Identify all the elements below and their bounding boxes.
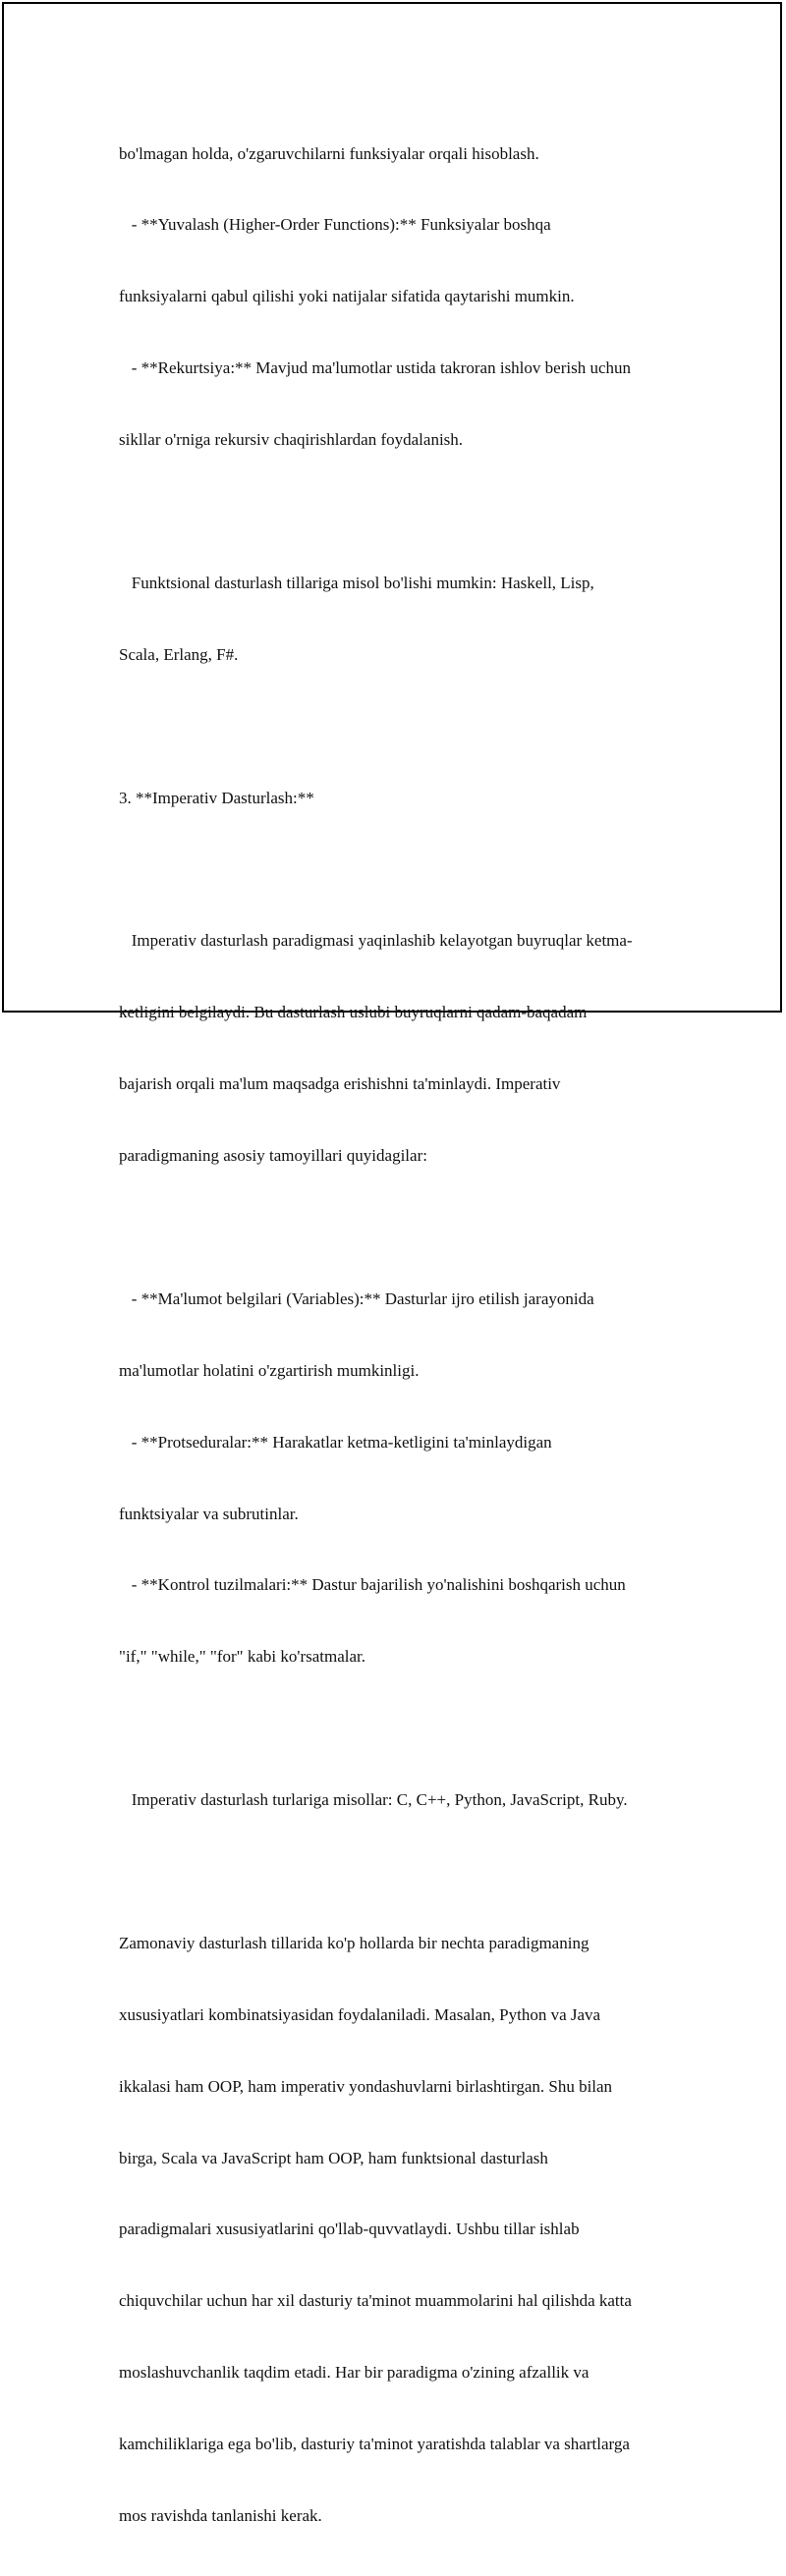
text-line: paradigmalari xususiyatlarini qo'llab-quvvatlaydi. Ushbu tillar ishlab bbox=[119, 2220, 580, 2239]
text-line: moslashuvchanlik taqdim etadi. Har bir paradigma o'zining afzallik va bbox=[119, 2363, 590, 2383]
text-line: - **Kontrol tuzilmalari:** Dastur bajarilish yo'nalishini boshqarish uchun bbox=[119, 1575, 626, 1595]
text-line: paradigmaning asosiy tamoyillari quyidagilar: bbox=[119, 1146, 427, 1166]
text-line: ketligini belgilaydi. Bu dasturlash uslubi buyruqlarni qadam-baqadam bbox=[119, 1003, 588, 1022]
text-line: xususiyatlari kombinatsiyasidan foydalaniladi. Masalan, Python va Java bbox=[119, 2004, 601, 2024]
text-line: kamchiliklariga ega bo'lib, dasturiy ta'minot yaratishda talablar va shartlarga bbox=[119, 2435, 630, 2454]
blank-line bbox=[119, 1717, 708, 1740]
blank-line bbox=[119, 1860, 708, 1884]
text-line: "if," "while," "for" kabi ko'rsatmalar. bbox=[119, 1647, 365, 1667]
text-line: sikllar o'rniga rekursiv chaqirishlardan foydalanish. bbox=[119, 430, 464, 450]
text-line: - **Protseduralar:** Harakatlar ketma-ketligini ta'minlaydigan bbox=[119, 1432, 552, 1452]
blank-line bbox=[119, 715, 708, 739]
text-line: Imperativ dasturlash turlariga misollar: C, C++, Python, JavaScript, Ruby. bbox=[119, 1790, 628, 1810]
text-line: Zamonaviy dasturlash tillarida ko'p hollarda bir nechta paradigmaning bbox=[119, 1933, 590, 1952]
text-line: - **Ma'lumot belgilari (Variables):** Dasturlar ijro etilish jarayonida bbox=[119, 1288, 594, 1308]
blank-line bbox=[119, 500, 708, 523]
text-line: chiquvchilar uchun har xil dasturiy ta'minot muammolarini hal qilishda katta bbox=[119, 2291, 632, 2311]
text-line: ma'lumotlar holatini o'zgartirish mumkinligi. bbox=[119, 1360, 420, 1380]
page-frame bbox=[2, 2, 782, 2525]
text-line: funksiyalarni qabul qilishi yoki natijalar sifatida qaytarishi mumkin. bbox=[119, 287, 575, 306]
text-line: ikkalasi ham OOP, ham imperativ yondashuvlarni birlashtirgan. Shu bilan bbox=[119, 2076, 613, 2096]
text-line: Funktsional dasturlash tillariga misol bo'lishi mumkin: Haskell, Lisp, bbox=[119, 573, 594, 592]
text-line: funktsiyalar va subrutinlar. bbox=[119, 1504, 299, 1523]
document-body bbox=[119, 94, 708, 2576]
text-line: Scala, Erlang, F#. bbox=[119, 644, 239, 664]
text-line: Imperativ dasturlash paradigmasi yaqinlashib kelayotgan buyruqlar ketma- bbox=[119, 931, 633, 951]
text-line: birga, Scala va JavaScript ham OOP, ham funktsional dasturlash bbox=[119, 2148, 548, 2167]
text-line: bajarish orqali ma'lum maqsadga erishishni ta'minlaydi. Imperativ bbox=[119, 1074, 561, 1094]
text-line: bo'lmagan holda, o'zgaruvchilarni funksiyalar orqali hisoblash. bbox=[119, 143, 539, 163]
text-line: mos ravishda tanlanishi kerak. bbox=[119, 2505, 322, 2525]
blank-line bbox=[119, 1216, 708, 1239]
text-line: - **Yuvalash (Higher-Order Functions):** Funksiyalar boshqa bbox=[119, 215, 551, 235]
text-line: - **Rekurtsiya:** Mavjud ma'lumotlar ustida takroran ishlov berish uchun bbox=[119, 358, 631, 378]
blank-line bbox=[119, 858, 708, 882]
section-heading: 3. **Imperativ Dasturlash:** bbox=[119, 788, 314, 807]
